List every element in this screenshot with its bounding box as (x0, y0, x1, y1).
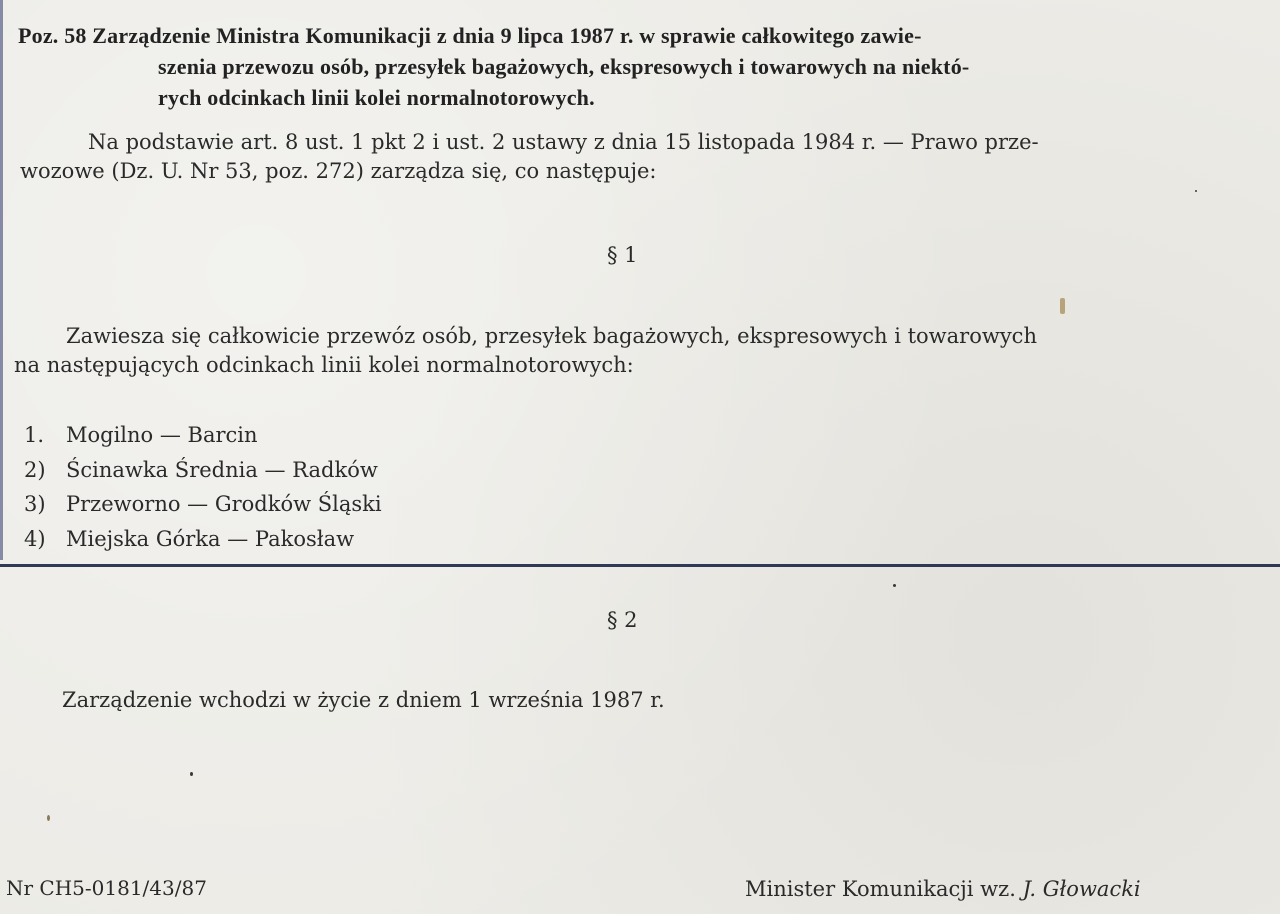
print-speck (190, 772, 193, 776)
page-edge-mark (0, 0, 3, 560)
print-speck (893, 584, 896, 587)
intro-line-2: wozowe (Dz. U. Nr 53, poz. 272) zarządza się, co następuje: (20, 159, 657, 183)
list-item-number: 2) (24, 457, 46, 482)
list-item-number: 1. (24, 423, 45, 447)
signature-title: Minister Komunikacji wz. (745, 877, 1016, 901)
heading-line-1: Poz. 58 Zarządzenie Ministra Komunikacji z dnia 9 lipca 1987 r. w sprawie całkowitego zawie- (18, 23, 922, 48)
legal-basis-paragraph (20, 128, 1260, 186)
effective-date-text: Zarządzenie wchodzi w życie z dniem 1 września 1987 r. (62, 688, 665, 712)
list-item-label: Mogilno — Barcin (66, 423, 258, 447)
section-1-paragraph (14, 322, 1269, 380)
list-item-label: Przeworno — Grodków Śląski (66, 492, 382, 516)
signature-name: J. Głowacki (1022, 877, 1141, 901)
list-item-label: Miejska Górka — Pakosław (66, 526, 355, 551)
heading-line-2: szenia przewozu osób, przesyłek bagażowych, ekspresowych i towarowych na niektó- (158, 54, 970, 79)
print-speck (47, 815, 50, 821)
print-speck (1195, 190, 1197, 192)
list-item (24, 418, 382, 453)
intro-line-1: Na podstawie art. 8 ust. 1 pkt 2 i ust. 2 ustawy z dnia 15 listopada 1984 r. — Prawo prze- (88, 130, 1039, 154)
section-1-line-2: na następujących odcinkach linii kolei normalnotorowych: (14, 353, 634, 377)
horizontal-divider (0, 564, 1280, 567)
list-item (24, 487, 382, 522)
list-item (24, 522, 382, 557)
section-2-mark: § 2 (607, 608, 638, 632)
regulation-heading (18, 20, 1263, 113)
heading-line-3: rych odcinkach linii kolei normalnotorowych. (158, 85, 595, 110)
list-item-number: 4) (24, 526, 46, 551)
section-1-mark: § 1 (607, 243, 638, 267)
section-1-line-1: Zawiesza się całkowicie przewóz osób, przesyłek bagażowych, ekspresowych i towarowych (66, 324, 1037, 348)
signature-block (745, 877, 1141, 901)
list-item-number: 3) (24, 492, 46, 516)
list-item (24, 453, 382, 488)
railway-sections-list (24, 418, 382, 556)
document-number: Nr CH5-0181/43/87 (6, 876, 207, 900)
list-item-label: Ścinawka Średnia — Radków (66, 457, 378, 482)
print-speck (1060, 298, 1065, 314)
